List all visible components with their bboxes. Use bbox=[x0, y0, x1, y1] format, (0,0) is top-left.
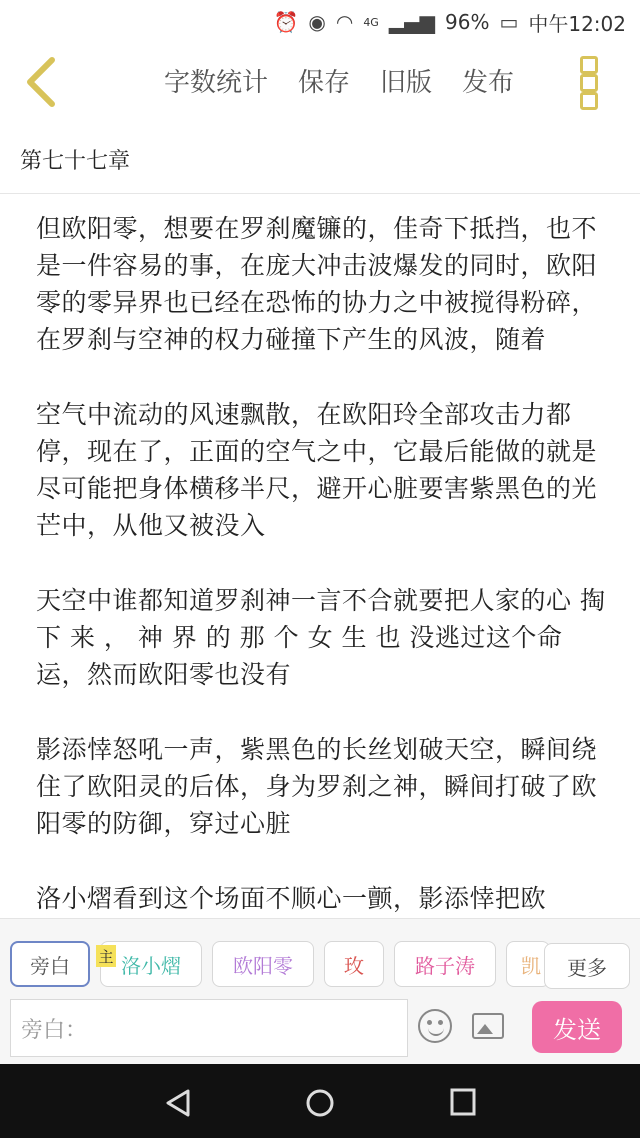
role-label: 旁白 bbox=[30, 953, 70, 978]
emoji-icon[interactable] bbox=[418, 1009, 452, 1043]
status-bar bbox=[0, 0, 640, 44]
role-chip-mei[interactable] bbox=[324, 941, 384, 987]
composer-panel bbox=[0, 918, 640, 1065]
input-placeholder: 旁白： bbox=[21, 1017, 88, 1043]
paragraph[interactable]: 洛小熠看到这个场面不顺心一颤，影添悻把欧 bbox=[36, 884, 547, 913]
role-label: 路子涛 bbox=[415, 953, 475, 978]
chapter-header bbox=[0, 126, 640, 194]
more-menu-icon[interactable] bbox=[578, 56, 600, 110]
protagonist-badge: 主 bbox=[96, 945, 116, 967]
battery-icon: ▭ bbox=[499, 10, 519, 34]
eye-comfort-icon: ◉ bbox=[308, 10, 326, 34]
more-roles-button[interactable]: 更多 bbox=[544, 943, 630, 989]
dialogue-input[interactable] bbox=[10, 999, 408, 1057]
save-button[interactable]: 保存 bbox=[298, 68, 351, 98]
role-chip-ouyangling[interactable] bbox=[212, 941, 314, 987]
role-label: 欧阳零 bbox=[233, 953, 293, 978]
battery-percent: 96% bbox=[445, 10, 490, 34]
clock: 中午12:02 bbox=[528, 11, 626, 36]
story-content[interactable] bbox=[36, 210, 606, 918]
role-label: 玫 bbox=[344, 953, 364, 978]
paragraph[interactable]: 空气中流动的风速飘散，在欧阳玲全部攻击力都停，现在了，正面的空气之中，它最后能做的就是尽可能把身体横移半尺，避开心脏要害紫黑色的光芒中，从他又被没入 bbox=[36, 400, 598, 540]
editor-toolbar bbox=[0, 44, 640, 120]
old-version-button[interactable]: 旧版 bbox=[380, 68, 433, 98]
chapter-title[interactable]: 第七十七章 bbox=[20, 149, 131, 174]
role-chip-narrator[interactable] bbox=[10, 941, 90, 987]
paragraph[interactable]: 但欧阳零，想要在罗刹魔镰的，佳奇下抵挡，也不是一件容易的事，在庞大冲击波爆发的同时，欧阳零的零异界也已经在恐怖的协力之中被搅得粉碎，在罗刹与空神的权力碰撞下产生的风波，随着 bbox=[36, 214, 598, 354]
alarm-icon: ⏰ bbox=[273, 10, 299, 34]
role-label: 洛小熠 bbox=[121, 953, 181, 978]
nav-recents-icon[interactable] bbox=[450, 1088, 476, 1116]
send-button[interactable]: 发送 bbox=[532, 1001, 622, 1053]
system-nav-bar bbox=[0, 1064, 640, 1138]
back-arrow-icon[interactable] bbox=[22, 56, 62, 108]
publish-button[interactable]: 发布 bbox=[462, 68, 515, 98]
signal-icon: ▂▄▆ bbox=[388, 10, 435, 34]
network-type: 4G bbox=[363, 15, 379, 29]
paragraph[interactable]: 天空中谁都知道罗刹神一言不合就要把人家的心 掏 下 来 ， 神 界 的 那 个 女 生 也 没逃过这个命运，然而欧阳零也没有 bbox=[36, 586, 606, 689]
nav-home-icon[interactable] bbox=[305, 1088, 335, 1118]
nav-back-icon[interactable] bbox=[164, 1088, 192, 1118]
wifi-icon: ◠ bbox=[335, 10, 354, 34]
word-count-button[interactable]: 字数统计 bbox=[164, 68, 269, 98]
image-icon[interactable] bbox=[472, 1013, 504, 1039]
paragraph[interactable]: 影添悻怒吼一声，紫黑色的长丝划破天空，瞬间绕住了欧阳灵的后体，身为罗刹之神，瞬间打破了欧阳零的防御，穿过心脏 bbox=[36, 735, 598, 838]
role-chip-luzitao[interactable] bbox=[394, 941, 496, 987]
role-label: 凯 bbox=[521, 953, 541, 978]
